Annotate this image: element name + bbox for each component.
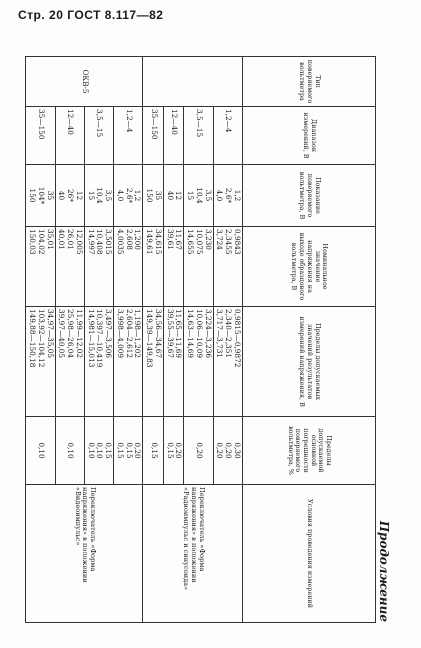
error-cell: 0,30 0,20 0,20 [213, 417, 242, 485]
error-cell: 0,10 [55, 417, 84, 485]
reading-cell: 3,5 10,4 15 [85, 165, 114, 227]
nominal-cell: 1,200 2,608 4,0035 [114, 227, 143, 307]
conditions-cell: Переключатель «Форма напряжения» в положении «Видеоимпульс» [26, 485, 143, 623]
limits-cell: 3,224—3,236 10,06—10,09 14,63—14,69 [184, 307, 213, 417]
reading-cell: 35 104* 150 [26, 165, 55, 227]
column-header: Пределы допускаемой основной погрешности поверяемого вольтметра, % [243, 417, 376, 485]
column-header: Показание поверяемого вольтметра, В [243, 165, 376, 227]
range-cell: 3,5—15 [85, 107, 114, 165]
range-cell: 35—150 [143, 107, 164, 165]
range-cell: 35—150 [26, 107, 55, 165]
nominal-cell: 0,9843 2,3455 3,724 [213, 227, 242, 307]
table-header-row [243, 57, 376, 623]
table-row [213, 57, 242, 623]
range-cell: 1,2—4 [114, 107, 143, 165]
type-cell [143, 57, 243, 107]
limits-cell: 0,9815—0,9872 2,340—2,351 3,717—3,731 [213, 307, 242, 417]
range-cell: 12—40 [55, 107, 84, 165]
page-header: Стр. 20 ГОСТ 8.117—82 [18, 8, 164, 22]
limits-cell: 11,99—12,02 25,98—26,04 39,97—40,05 [55, 307, 84, 417]
reading-cell: 1,2 2,6* 4,0 [213, 165, 242, 227]
error-cell: 0,15 [143, 417, 164, 485]
column-header: Тип поверяемого вольтметра [243, 57, 376, 107]
error-cell: 0,20 [184, 417, 213, 485]
continuation-label: Продолжение [377, 520, 391, 622]
reading-cell: 3,5 10,4 15 [184, 165, 213, 227]
table-row [114, 57, 143, 623]
error-cell: 0,10 [26, 417, 55, 485]
column-header: Условия проведения измерений [243, 485, 376, 623]
rotated-table-wrapper [26, 56, 376, 622]
error-cell: 0,20 0,15 0,15 [114, 417, 143, 485]
measurement-table [26, 56, 377, 623]
nominal-cell: 34,615 149,61 [143, 227, 164, 307]
limits-cell: 1,198—1,202 2,604—2,612 3,998—4,009 [114, 307, 143, 417]
reading-cell: 1,2 2,6* 4,0 [114, 165, 143, 227]
column-header: Номинальное значение напряжения на выходе образцового вольтметра, В [243, 227, 376, 307]
column-header: Диапазон измерений, В [243, 107, 376, 165]
nominal-cell: 11,67 39,61 [164, 227, 185, 307]
range-cell: 1,2—4 [213, 107, 242, 165]
reading-cell: 35 150 [143, 165, 164, 227]
nominal-cell: 12,005 26,01 40,01 [55, 227, 84, 307]
nominal-cell: 35,01 104,02 150,03 [26, 227, 55, 307]
reading-cell: 12 26* 40 [55, 165, 84, 227]
column-header: Пределы допускаемых значений результатов измерений напряжения, В [243, 307, 376, 417]
type-cell: ОКВ-5 [26, 57, 143, 107]
reading-cell: 12 40 [164, 165, 185, 227]
limits-cell: 11,65—11,69 39,55—39,67 [164, 307, 185, 417]
range-cell: 12—40 [164, 107, 185, 165]
nominal-cell: 3,5015 10,408 14,997 [85, 227, 114, 307]
limits-cell: 34,97—35,05 103,92—104,12 149,88—150,18 [26, 307, 55, 417]
conditions-cell: Переключатель «Форма напряжения» в положении «Радиоимпульс и синусоида» [143, 485, 243, 623]
limits-cell: 34,56—34,67 149,39—149,83 [143, 307, 164, 417]
nominal-cell: 3,230 10,075 14,655 [184, 227, 213, 307]
limits-cell: 3,497—3,506 10,397—10,419 14,981—15,013 [85, 307, 114, 417]
error-cell: 0,20 0,15 [164, 417, 185, 485]
error-cell: 0,15 0,10 0,10 [85, 417, 114, 485]
range-cell: 3,5—15 [184, 107, 213, 165]
